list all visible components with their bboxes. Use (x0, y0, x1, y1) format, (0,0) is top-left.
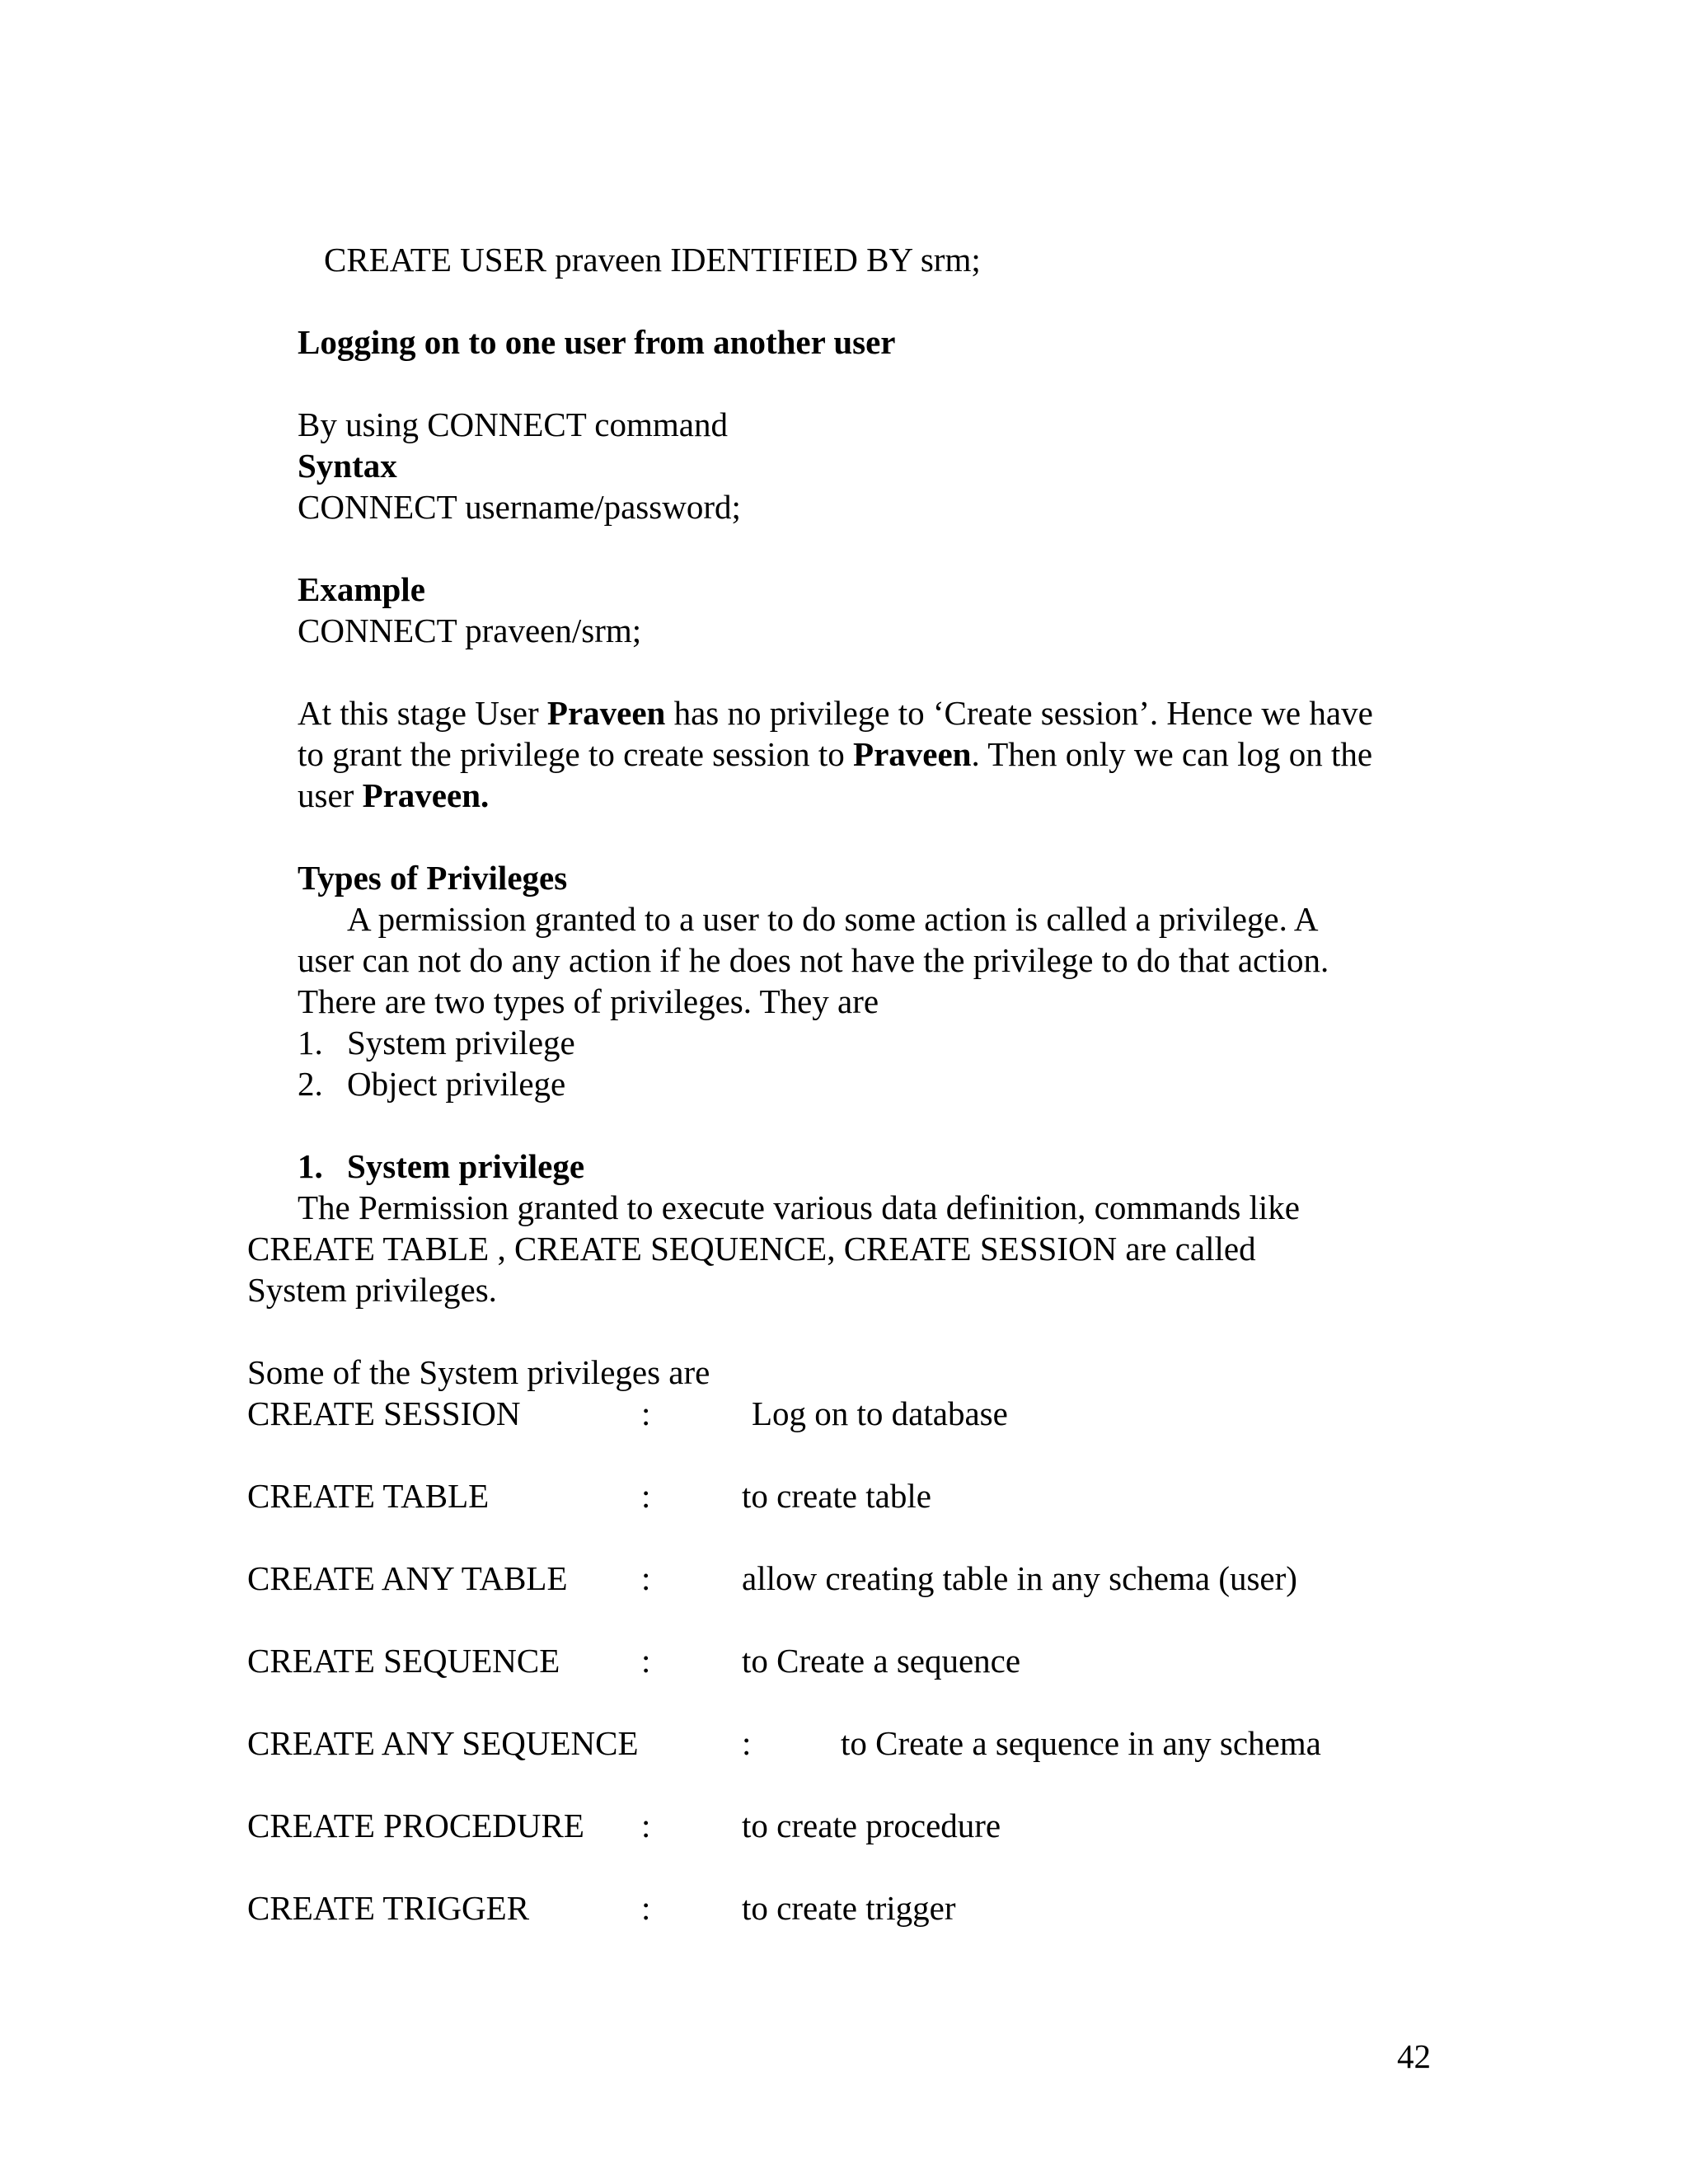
privilege-description: to create procedure (742, 1807, 1001, 1844)
privilege-description: to Create a sequence in any schema (841, 1724, 1321, 1762)
system-privilege-heading: System privilege (347, 1147, 585, 1185)
separator: : (742, 1724, 752, 1762)
syntax-code: CONNECT username/password; (298, 488, 741, 526)
privilege-name: CREATE SEQUENCE (247, 1642, 560, 1680)
stage-paragraph-line-2 (298, 733, 1435, 775)
text-run: to grant the privilege to create session to (298, 735, 854, 773)
page-number: 42 (1397, 2037, 1431, 2075)
separator: : (641, 1807, 651, 1844)
stage-paragraph-line-1 (298, 692, 1435, 733)
bold-user-name: Praveen (853, 735, 972, 773)
list-item: Object privilege (347, 1065, 566, 1103)
text-run: user (298, 776, 363, 814)
text-run: has no privilege to ‘Create session’. Hence we have (665, 694, 1373, 732)
separator: : (641, 1394, 651, 1432)
privilege-name: CREATE PROCEDURE (247, 1807, 584, 1844)
privilege-row (247, 1558, 1484, 1599)
example-code: CONNECT praveen/srm; (298, 612, 642, 649)
privilege-name: CREATE SESSION (247, 1394, 521, 1432)
privilege-row (247, 1393, 1484, 1434)
privilege-name: CREATE TABLE (247, 1477, 490, 1515)
bold-user-name: Praveen (546, 694, 666, 732)
privilege-description: to create trigger (742, 1889, 956, 1927)
system-privilege-line-3: System privileges. (247, 1271, 497, 1309)
privilege-description: to create table (742, 1477, 931, 1515)
list-item: System privilege (347, 1024, 575, 1062)
privilege-row (247, 1475, 1484, 1516)
privilege-row (247, 1722, 1484, 1764)
privilege-name: CREATE ANY SEQUENCE (247, 1724, 639, 1762)
privilege-row (247, 1805, 1484, 1846)
privilege-description: Log on to database (752, 1394, 1008, 1432)
syntax-label: Syntax (298, 447, 397, 485)
types-line-2: user can not do any action if he does not have the privilege to do that action. (298, 941, 1329, 979)
types-line-1: A permission granted to a user to do some action is called a privilege. A (347, 900, 1319, 938)
separator: : (641, 1477, 651, 1515)
types-line-3: There are two types of privileges. They are (298, 982, 879, 1020)
separator: : (641, 1889, 651, 1927)
privilege-row (247, 1887, 1484, 1929)
connect-intro: By using CONNECT command (298, 405, 728, 443)
privilege-name: CREATE ANY TABLE (247, 1559, 568, 1597)
text-run: At this stage User (298, 694, 547, 732)
system-privileges-intro: Some of the System privileges are (247, 1353, 710, 1391)
section-heading-logging: Logging on to one user from another user (298, 323, 896, 361)
privilege-name: CREATE TRIGGER (247, 1889, 530, 1927)
text-run: . Then only we can log on the (971, 735, 1373, 773)
privilege-description: to Create a sequence (742, 1642, 1021, 1680)
example-label: Example (298, 570, 425, 608)
list-item-number: 2. (298, 1065, 323, 1103)
separator: : (641, 1559, 651, 1597)
types-heading: Types of Privileges (298, 859, 568, 897)
stage-paragraph-line-3 (298, 775, 1435, 816)
create-user-statement: CREATE USER praveen IDENTIFIED BY srm; (324, 241, 981, 279)
privilege-description: allow creating table in any schema (user) (742, 1559, 1297, 1597)
bold-user-name: Praveen. (362, 776, 490, 814)
privilege-row (247, 1640, 1484, 1681)
system-privilege-line-2: CREATE TABLE , CREATE SEQUENCE, CREATE SESSION are called (247, 1230, 1256, 1268)
system-privilege-line-1: The Permission granted to execute various data definition, commands like (298, 1188, 1301, 1226)
list-item-number: 1. (298, 1024, 323, 1062)
system-privilege-number: 1. (298, 1147, 323, 1185)
separator: : (641, 1642, 651, 1680)
